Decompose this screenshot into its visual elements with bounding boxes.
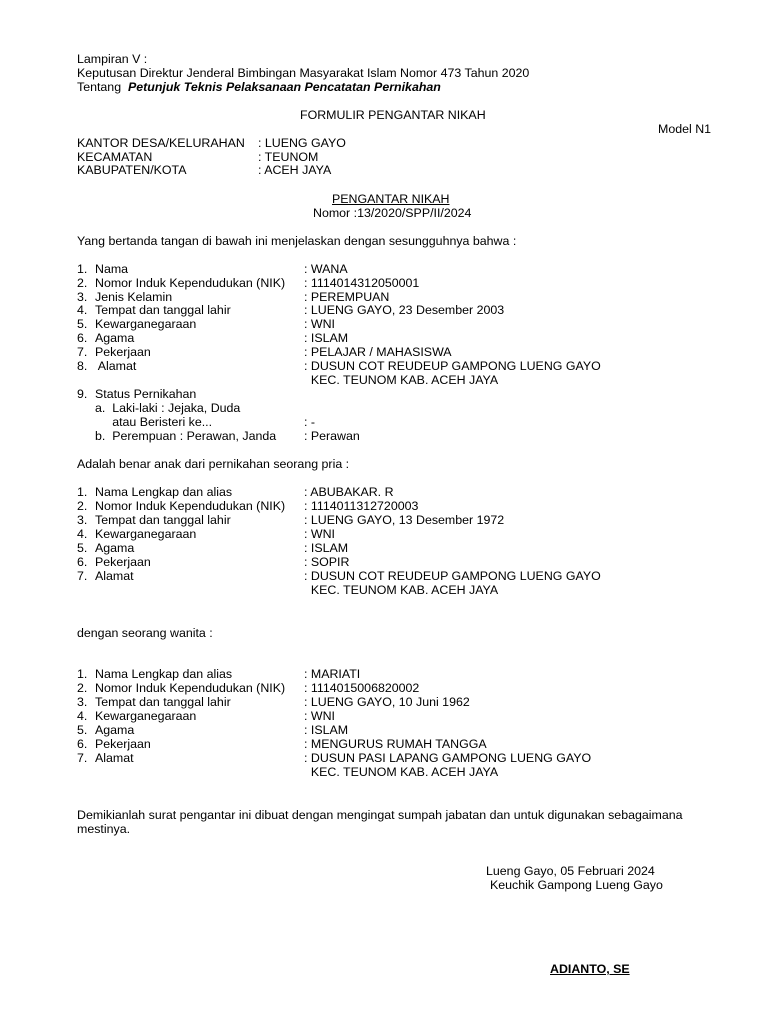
- list-item-value: : 1114011312720003: [304, 499, 419, 513]
- status-b-value: : Perawan: [304, 429, 360, 443]
- list-item: 4. Kewarganegaraan: [77, 527, 197, 541]
- list-item-value: : MARIATI: [304, 667, 361, 681]
- list-item: 3. Jenis Kelamin: [77, 290, 173, 304]
- form-title: FORMULIR PENGANTAR NIKAH: [300, 108, 486, 122]
- address-line: KEC. TEUNOM KAB. ACEH JAYA: [304, 765, 499, 779]
- list-item-value: : WNI: [304, 709, 335, 723]
- list-item: 4. Kewarganegaraan: [77, 709, 197, 723]
- office-label: KANTOR DESA/KELURAHAN: [77, 136, 245, 150]
- list-item: 6. Agama: [77, 331, 135, 345]
- list-item: 7. Alamat: [77, 751, 134, 765]
- office-value: : ACEH JAYA: [258, 163, 332, 177]
- list-item: 7. Alamat: [77, 569, 134, 583]
- father-intro: Adalah benar anak dari pernikahan seorang pria :: [77, 457, 350, 471]
- list-item: 7. Pekerjaan: [77, 345, 151, 359]
- tentang-value: Petunjuk Teknis Pelaksanaan Pencatatan Pernikahan: [127, 80, 441, 94]
- signature-name: ADIANTO, SE: [550, 962, 630, 976]
- list-item: 1. Nama Lengkap dan alias: [77, 485, 233, 499]
- list-item-value: : ABUBAKAR. R: [304, 485, 394, 499]
- list-item: 1. Nama Lengkap dan alias: [77, 667, 233, 681]
- status-option-b: b. Perempuan : Perawan, Janda: [95, 429, 277, 443]
- list-item-value: : DUSUN PASI LAPANG GAMPONG LUENG GAYO: [304, 751, 592, 765]
- list-item-value: : 1114014312050001: [304, 276, 420, 290]
- document-number: Nomor :13/2020/SPP/II/2024: [313, 206, 472, 220]
- list-item: 3. Tempat dan tanggal lahir: [77, 695, 231, 709]
- closing-text: Demikianlah surat pengantar ini dibuat dengan mengingat sumpah jabatan dan untuk digunakan sebagaimana: [77, 808, 683, 822]
- signature-place-date: Lueng Gayo, 05 Februari 2024: [486, 864, 655, 878]
- list-item-value: : MENGURUS RUMAH TANGGA: [304, 737, 487, 751]
- tentang-label: Tentang: [77, 80, 122, 94]
- list-item-value: : SOPIR: [304, 555, 350, 569]
- list-item: 6. Pekerjaan: [77, 737, 151, 751]
- document-title: PENGANTAR NIKAH: [332, 192, 450, 206]
- intro-text: Yang bertanda tangan di bawah ini menjelaskan dengan sesungguhnya bahwa :: [77, 234, 517, 248]
- list-item-value: : ISLAM: [304, 331, 349, 345]
- signature-position: Keuchik Gampong Lueng Gayo: [490, 878, 663, 892]
- status-option-a: a. Laki-laki : Jejaka, Duda: [95, 401, 241, 415]
- list-item-value: : DUSUN COT REUDEUP GAMPONG LUENG GAYO: [304, 359, 601, 373]
- list-item: 5. Agama: [77, 723, 135, 737]
- status-option-a-cont: atau Beristeri ke...: [95, 415, 213, 429]
- status-a-value: : -: [304, 415, 316, 429]
- address-line: KEC. TEUNOM KAB. ACEH JAYA: [304, 583, 499, 597]
- list-item: 1. Nama: [77, 262, 129, 276]
- address-line: KEC. TEUNOM KAB. ACEH JAYA: [304, 373, 499, 387]
- list-item: 3. Tempat dan tanggal lahir: [77, 513, 231, 527]
- list-item: 5. Agama: [77, 541, 135, 555]
- list-item-value: : PELAJAR / MAHASISWA: [304, 345, 452, 359]
- lampiran-text: Lampiran V :: [77, 52, 148, 66]
- list-item: 5. Kewarganegaraan: [77, 317, 197, 331]
- status-label: 9. Status Pernikahan: [77, 387, 197, 401]
- list-item-value: : WANA: [304, 262, 348, 276]
- office-value: : LUENG GAYO: [258, 136, 346, 150]
- list-item-value: : DUSUN COT REUDEUP GAMPONG LUENG GAYO: [304, 569, 601, 583]
- keputusan-text: Keputusan Direktur Jenderal Bimbingan Masyarakat Islam Nomor 473 Tahun 2020: [77, 66, 530, 80]
- list-item-value: : ISLAM: [304, 723, 349, 737]
- office-label: KABUPATEN/KOTA: [77, 163, 187, 177]
- list-item: 6. Pekerjaan: [77, 555, 151, 569]
- list-item-value: : ISLAM: [304, 541, 349, 555]
- list-item-value: : 1114015006820002: [304, 681, 420, 695]
- list-item-value: : LUENG GAYO, 13 Desember 1972: [304, 513, 505, 527]
- list-item: 4. Tempat dan tanggal lahir: [77, 303, 231, 317]
- list-item-value: : PEREMPUAN: [304, 290, 390, 304]
- tentang-line: [77, 80, 441, 94]
- list-item: 8. Alamat: [77, 359, 137, 373]
- list-item-value: : LUENG GAYO, 23 Desember 2003: [304, 303, 505, 317]
- closing-text-cont: mestinya.: [77, 822, 131, 836]
- office-value: : TEUNOM: [258, 150, 319, 164]
- list-item: 2. Nomor Induk Kependudukan (NIK): [77, 681, 286, 695]
- model-label: Model N1: [658, 122, 712, 136]
- office-label: KECAMATAN: [77, 150, 153, 164]
- list-item-value: : LUENG GAYO, 10 Juni 1962: [304, 695, 470, 709]
- mother-intro: dengan seorang wanita :: [77, 626, 213, 640]
- list-item: 2. Nomor Induk Kependudukan (NIK): [77, 499, 286, 513]
- list-item-value: : WNI: [304, 317, 335, 331]
- list-item: 2. Nomor Induk Kependudukan (NIK): [77, 276, 286, 290]
- list-item-value: : WNI: [304, 527, 335, 541]
